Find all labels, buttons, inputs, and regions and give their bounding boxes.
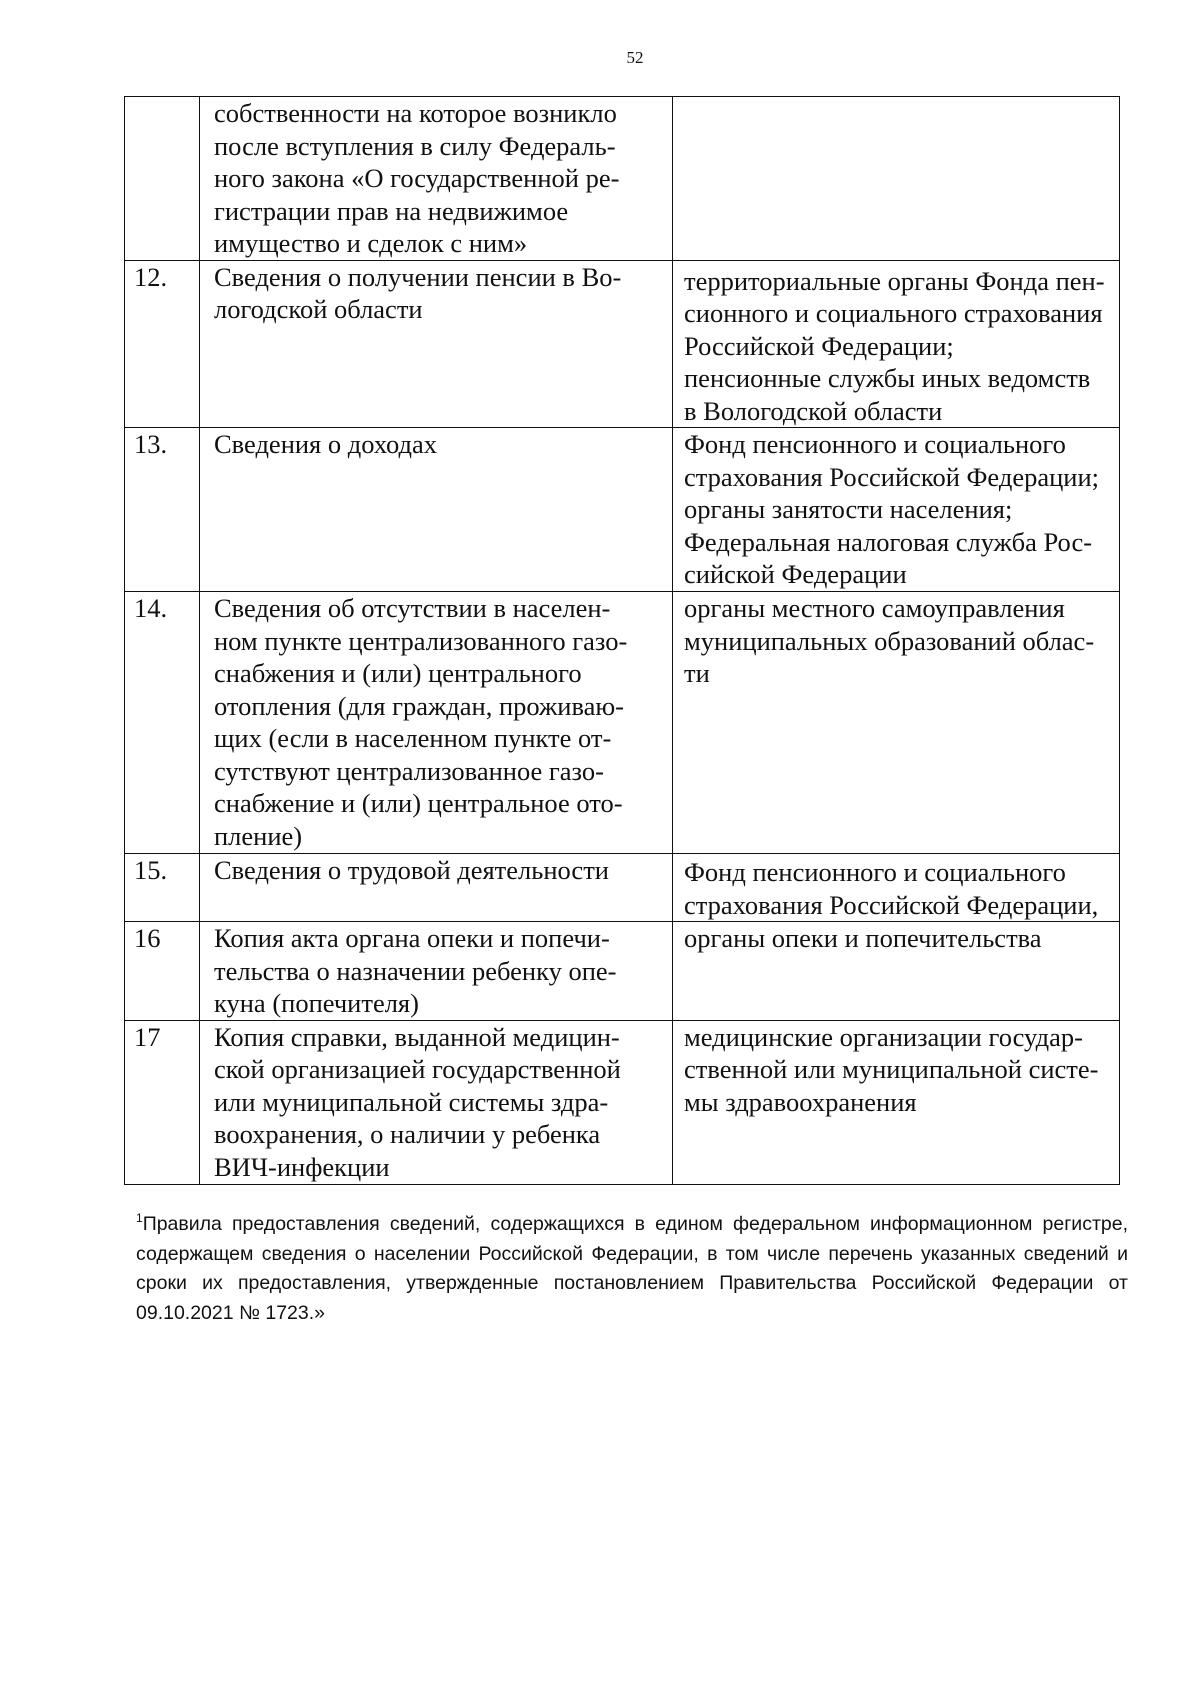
row-source-cell [673, 854, 1120, 922]
row-number: 13. [125, 428, 200, 592]
row-description-cell [200, 260, 673, 428]
table-row [125, 428, 1120, 592]
row-description: Сведения о получении пенсии в Во- логодской области [214, 261, 622, 324]
table-row [125, 592, 1120, 854]
row-source-cell [673, 97, 1120, 261]
row-source-cell [673, 592, 1120, 854]
table-row [125, 1020, 1120, 1184]
footnote [136, 1210, 1128, 1328]
footnote-text: Правила предоставления сведений, содержащихся в едином федеральном информационном регистре, содержащем сведения о населении Российской Федерации, в том числе перечень указанных сведений и сроки их предоставления, утвержденные постановлением Правительства Российской Федерации от 09.10.2021 № 1723.» [136, 1213, 1128, 1324]
table-row [125, 260, 1120, 428]
row-number: 15. [125, 854, 200, 922]
row-number: 14. [125, 592, 200, 854]
row-number: 17 [125, 1020, 200, 1184]
row-source-cell [673, 428, 1120, 592]
row-description: Сведения об отсутствии в населен- ном пункте централизованного газо- снабжения и (или) центрального отопления (для граждан, проживаю- щих (если в населенном пункте от- сутствуют централизованное газо- снабжение и (или) центральное ото- пление) [214, 593, 628, 851]
documents-table [124, 96, 1120, 1185]
footnote-marker: 1 [136, 1211, 143, 1225]
table-row [125, 854, 1120, 922]
row-description: Копия справки, выданной медицин- ской организацией государственной или муниципальной системы здра- воохранения, о наличии у ребенка ВИЧ-инфекции [214, 1021, 621, 1182]
row-number [125, 97, 200, 261]
page-number: 52 [626, 48, 644, 67]
row-number: 16 [125, 922, 200, 1021]
row-source: органы местного самоуправления муниципальных образований облас- ти [684, 593, 1095, 688]
row-source-cell [673, 1020, 1120, 1184]
row-description-cell [200, 97, 673, 261]
row-source-cell [673, 260, 1120, 428]
table-row [125, 922, 1120, 1021]
row-number: 12. [125, 260, 200, 428]
row-description-cell [200, 854, 673, 922]
row-source-cell [673, 922, 1120, 1021]
row-description-cell [200, 1020, 673, 1184]
row-source: органы опеки и попечительства [684, 923, 1042, 953]
row-source: Фонд пенсионного и социального страхования Российской Федерации; органы занятости населения; Федеральная налоговая служба Рос- сийской Федерации [684, 429, 1100, 589]
row-source: Фонд пенсионного и социального страхования Российской Федерации, [684, 857, 1099, 920]
row-description: Сведения о доходах [214, 429, 438, 459]
row-description: Копия акта органа опеки и попечи- тельства о назначении ребенку опе- куна (попечителя) [214, 923, 617, 1018]
row-description: Сведения о трудовой деятельности [214, 855, 609, 885]
row-description-cell [200, 592, 673, 854]
table-row [125, 97, 1120, 261]
row-source: медицинские организации государ- ственной или муниципальной систе- мы здравоохранения [684, 1021, 1099, 1117]
row-description: собственности на которое возникло после вступления в силу Федераль- ного закона «О государственной ре- гистрации прав на недвижимое имущество и сделок с ним» [214, 98, 620, 258]
row-description-cell [200, 922, 673, 1021]
row-description-cell [200, 428, 673, 592]
row-source: территориальные органы Фонда пен- сионного и социального страхования Российской Федерации; пенсионные службы иных ведомств в Вологодской области [684, 265, 1105, 426]
